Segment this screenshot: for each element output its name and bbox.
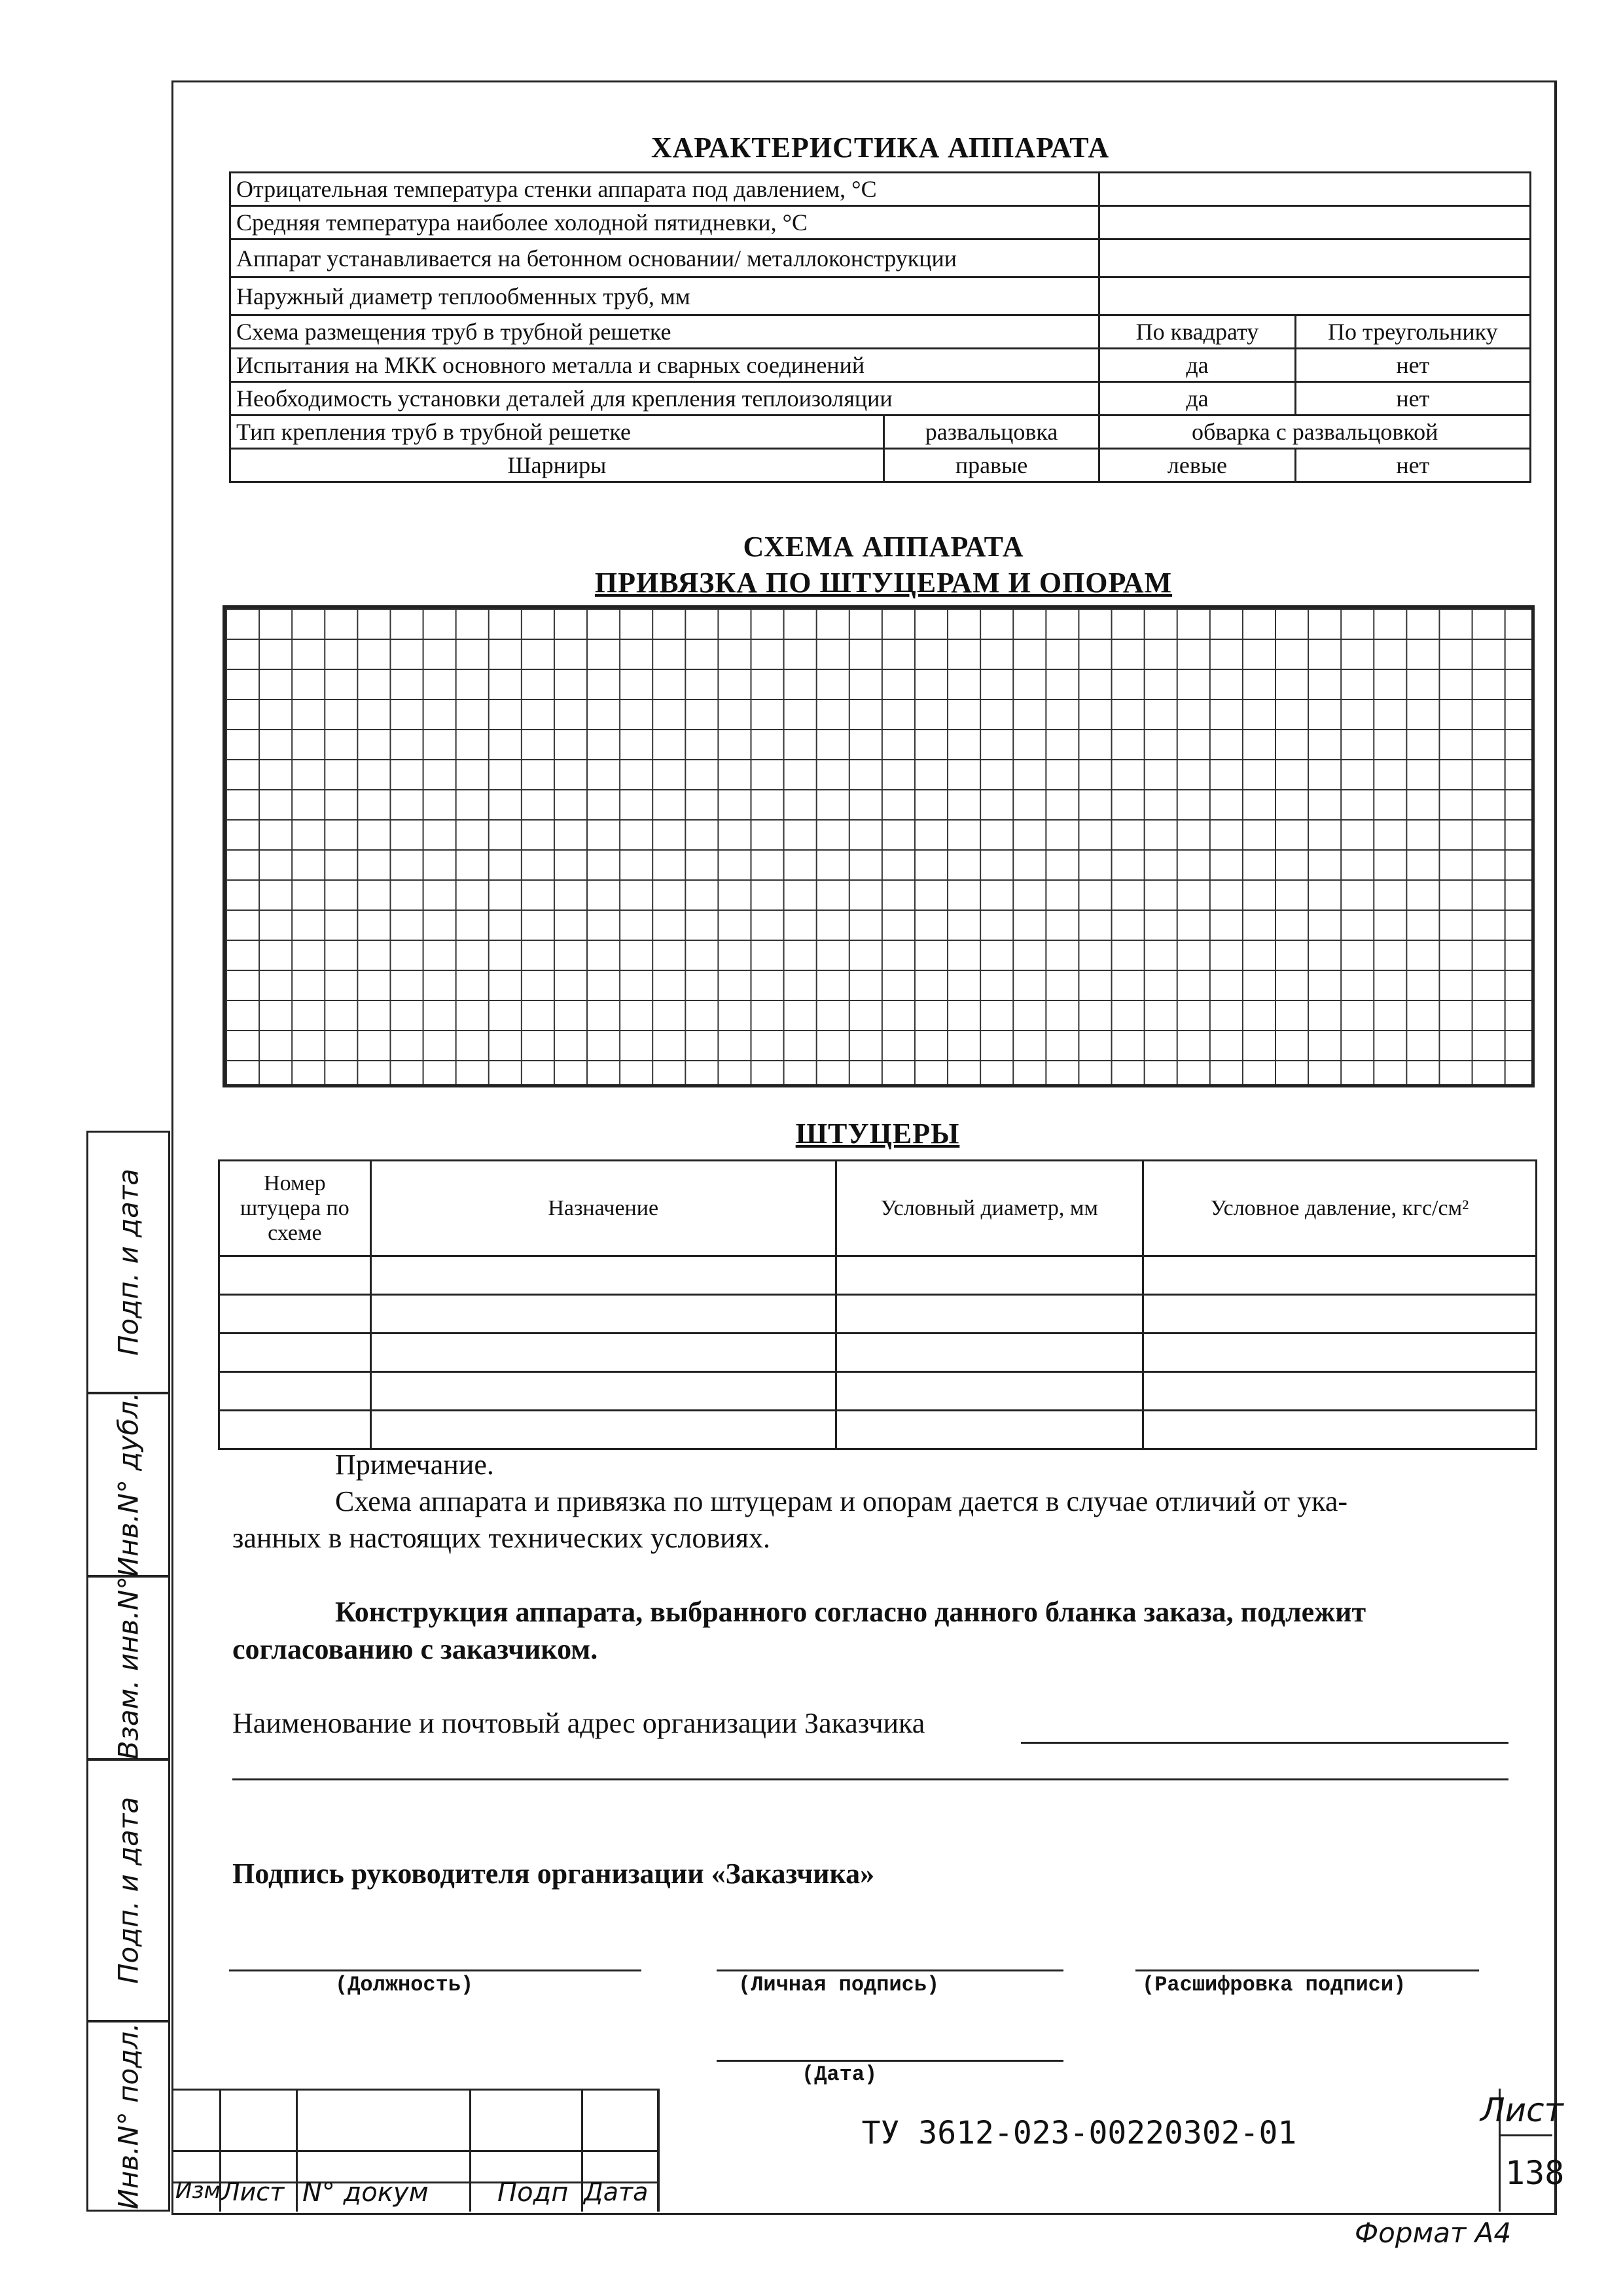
table-row <box>230 315 1531 349</box>
position-input-line[interactable] <box>229 1969 641 1971</box>
option-triangle[interactable]: По треугольнику <box>1295 315 1530 349</box>
side-stamp-replace-inv: Взам. инв.N° <box>86 1576 170 1760</box>
address-input-line-2[interactable] <box>232 1778 1508 1780</box>
table-row <box>230 173 1531 206</box>
row-label: Тип крепления труб в трубной решетке <box>230 415 884 449</box>
caption-decoding: (Расшифровка подписи) <box>1142 1973 1406 1997</box>
option-no[interactable]: нет <box>1295 349 1530 382</box>
table-row <box>219 1411 1537 1449</box>
scheme-grid[interactable] <box>223 605 1535 1087</box>
signature-title: Подпись руководителя организации «Заказчика» <box>232 1858 875 1890</box>
characteristics-title: ХАРАКТЕРИСТИКА АППАРАТА <box>651 132 1110 164</box>
caption-date: (Дата) <box>802 2062 878 2087</box>
value-cell[interactable] <box>1099 239 1531 277</box>
col-ndoc: N° докум <box>302 2178 429 2208</box>
characteristics-table <box>229 171 1531 483</box>
note-heading: Примечание. <box>335 1449 494 1481</box>
table-row <box>230 349 1531 382</box>
option-welding-rolling[interactable]: обварка с развальцовкой <box>1099 415 1531 449</box>
note-line-2: занных в настоящих технических условиях. <box>232 1522 770 1554</box>
table-header-row <box>219 1161 1537 1256</box>
table-row <box>219 1333 1537 1372</box>
nozzles-title: ШТУЦЕРЫ <box>795 1118 960 1150</box>
row-label: Испытания на МКК основного металла и сварных соединений <box>230 349 1099 382</box>
row-label: Отрицательная температура стенки аппарата под давлением, °С <box>230 173 1099 206</box>
side-stamp-sign-date: Подп. и дата <box>86 1131 170 1394</box>
side-stamp-dup-inv: Инв.N° дубл. <box>86 1392 170 1577</box>
signature-input-line[interactable] <box>717 1969 1063 1971</box>
date-input-line[interactable] <box>717 2060 1063 2062</box>
table-row <box>219 1295 1537 1333</box>
sheet-number: 138 <box>1505 2154 1565 2192</box>
option-rolling[interactable]: развальцовка <box>883 415 1099 449</box>
side-stamp-sign-date-2: Подп. и дата <box>86 1759 170 2022</box>
address-input-line[interactable] <box>1021 1742 1508 1744</box>
col-izm: Изм <box>175 2178 221 2204</box>
option-right[interactable]: правые <box>883 449 1099 482</box>
header-purpose: Назначение <box>370 1161 836 1256</box>
row-label: Необходимость установки деталей для крепления теплоизоляции <box>230 382 1099 415</box>
option-none[interactable]: нет <box>1295 449 1530 482</box>
option-no[interactable]: нет <box>1295 382 1530 415</box>
table-row <box>230 277 1531 315</box>
row-label: Схема размещения труб в трубной решетке <box>230 315 1099 349</box>
option-yes[interactable]: да <box>1099 382 1295 415</box>
option-left[interactable]: левые <box>1099 449 1295 482</box>
table-row <box>230 449 1531 482</box>
customer-address-label: Наименование и почтовый адрес организации Заказчика <box>232 1707 925 1739</box>
decoding-input-line[interactable] <box>1135 1969 1479 1971</box>
scheme-subtitle: ПРИВЯЗКА ПО ШТУЦЕРАМ И ОПОРАМ <box>594 567 1173 599</box>
value-cell[interactable] <box>1099 173 1531 206</box>
side-stamp-orig-inv: Инв.N° подл. <box>86 2021 170 2212</box>
table-row <box>219 1372 1537 1411</box>
caption-signature: (Личная подпись) <box>738 1973 940 1997</box>
col-data: Дата <box>584 2178 649 2206</box>
table-row <box>230 206 1531 239</box>
table-row <box>230 382 1531 415</box>
col-list: Лист <box>221 2178 285 2206</box>
table-row <box>230 415 1531 449</box>
option-yes[interactable]: да <box>1099 349 1295 382</box>
agreement-line-2: согласованию с заказчиком. <box>232 1633 598 1665</box>
value-cell[interactable] <box>1099 277 1531 315</box>
row-label: Наружный диаметр теплообменных труб, мм <box>230 277 1099 315</box>
header-pressure: Условное давление, кгс/см² <box>1143 1161 1536 1256</box>
option-square[interactable]: По квадрату <box>1099 315 1295 349</box>
table-row <box>230 239 1531 277</box>
table-row <box>219 1256 1537 1295</box>
header-diameter: Условный диаметр, мм <box>836 1161 1143 1256</box>
row-label: Аппарат устанавливается на бетонном основании/ металлоконструкции <box>230 239 1099 277</box>
row-label: Средняя температура наиболее холодной пятидневки, °С <box>230 206 1099 239</box>
row-label: Шарниры <box>230 449 884 482</box>
format-label: Формат А4 <box>1355 2217 1512 2249</box>
value-cell[interactable] <box>1099 206 1531 239</box>
header-nozzle-number: Номер штуцера по схеме <box>219 1161 371 1256</box>
sheet-label: Лист <box>1480 2091 1563 2129</box>
doc-number: ТУ 3612-023-00220302-01 <box>861 2115 1297 2151</box>
agreement-line-1: Конструкция аппарата, выбранного согласно данного бланка заказа, подлежит <box>335 1596 1366 1628</box>
note-line-1: Схема аппарата и привязка по штуцерам и опорам дается в случае отличий от ука- <box>335 1485 1348 1517</box>
nozzles-table <box>218 1159 1537 1450</box>
col-podp: Подп <box>497 2178 569 2208</box>
scheme-title: СХЕМА АППАРАТА <box>743 531 1024 563</box>
caption-position: (Должность) <box>335 1973 474 1997</box>
